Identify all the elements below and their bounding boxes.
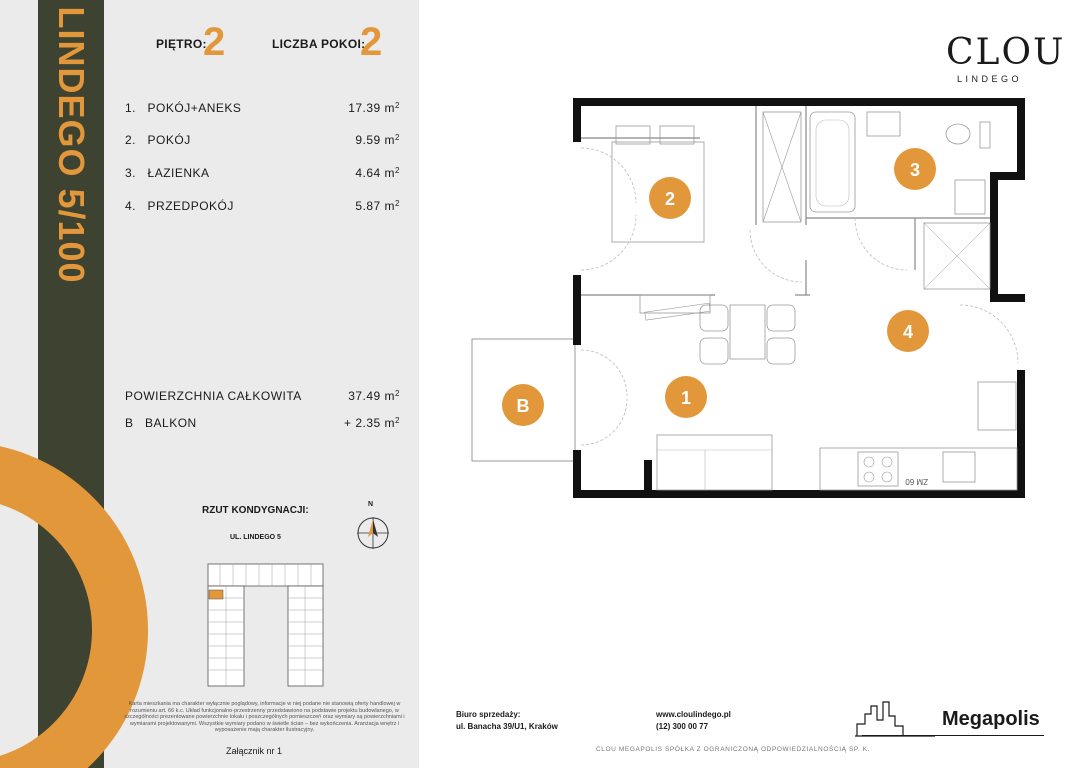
room-marker-4-label: 4 — [902, 322, 914, 342]
balcony-row: B BALKON + 2.35 $m^2$ — [125, 416, 400, 430]
street-label: UL. LINDEGO 5 — [230, 534, 281, 541]
legal-text: CLOU MEGAPOLIS SPÓŁKA Z OGRANICZONĄ ODPOWIEDZIALNOŚCIĄ SP. K. — [596, 746, 871, 753]
website-link[interactable]: www.cloulindego.pl — [656, 710, 731, 719]
footer-divider — [862, 735, 1044, 736]
rooms-count-label: LICZBA POKOI: — [272, 37, 366, 51]
sales-office: Biuro sprzedaży: ul. Banacha 39/U1, Kraków — [456, 710, 558, 731]
contact-info — [656, 709, 731, 733]
room-row: 1. POKÓJ+ANEKS 17.39 $m^2$ — [125, 101, 400, 115]
rooms-count-value: 2 — [360, 20, 383, 64]
floor-plan — [460, 90, 1040, 510]
megapolis-skyline-icon — [855, 700, 935, 738]
room-row: 4. PRZEDPOKÓJ 5.87 $m^2$ — [125, 199, 400, 213]
total-area-row: POWIERZCHNIA CAŁKOWITA 37.49 $m^2$ — [125, 389, 400, 403]
compass-icon — [355, 507, 391, 549]
clou-logo: CLOU — [946, 32, 1066, 73]
floor-plan-title: RZUT KONDYGNACJI: — [202, 505, 309, 516]
room-marker-2-label: 2 — [664, 189, 676, 209]
room-marker-1-label: 1 — [680, 388, 692, 408]
disclaimer-text: Karta mieszkania ma charakter wyłącznie poglądowy, informacje w niej podane nie stanowią oferty handlowej w rozumieniu art. 66 k.c. Układ funkcjonalno-przestrzenny przedstawiono na podstawie projektu budowlanego, w szczególności prezentowane powierzchnie lokalu i poszczególnych pomieszczeń oraz wymiary są powierzchniami i wymiarami projektowanymi. Wszystkie wymiary podano w świetle ścian – bez wykończenia. Aranżacja wnętrz i wyposażenie mają charakter ilustracyjny. — [124, 701, 405, 734]
floor-value: 2 — [203, 20, 226, 64]
megapolis-logo: Megapolis — [942, 708, 1040, 730]
building-key-plan — [200, 560, 330, 690]
info-panel — [0, 0, 419, 768]
balcony-marker-label: B — [516, 396, 530, 416]
room-marker-3-label: 3 — [909, 160, 921, 180]
fridge-label: ZM 60 — [905, 477, 928, 486]
apartment-code-vertical: LINDEGO 5/100 — [51, 6, 92, 284]
room-row: 2. POKÓJ 9.59 $m^2$ — [125, 133, 400, 147]
clou-logo-sub: LINDEGO — [957, 74, 1023, 84]
annex-label: Załącznik nr 1 — [226, 746, 283, 756]
compass-letter: N — [368, 501, 374, 508]
floor-label: PIĘTRO: — [156, 37, 207, 51]
room-row: 3. ŁAZIENKA 4.64 $m^2$ — [125, 166, 400, 180]
phone-number[interactable]: (12) 300 00 77 — [656, 722, 709, 731]
